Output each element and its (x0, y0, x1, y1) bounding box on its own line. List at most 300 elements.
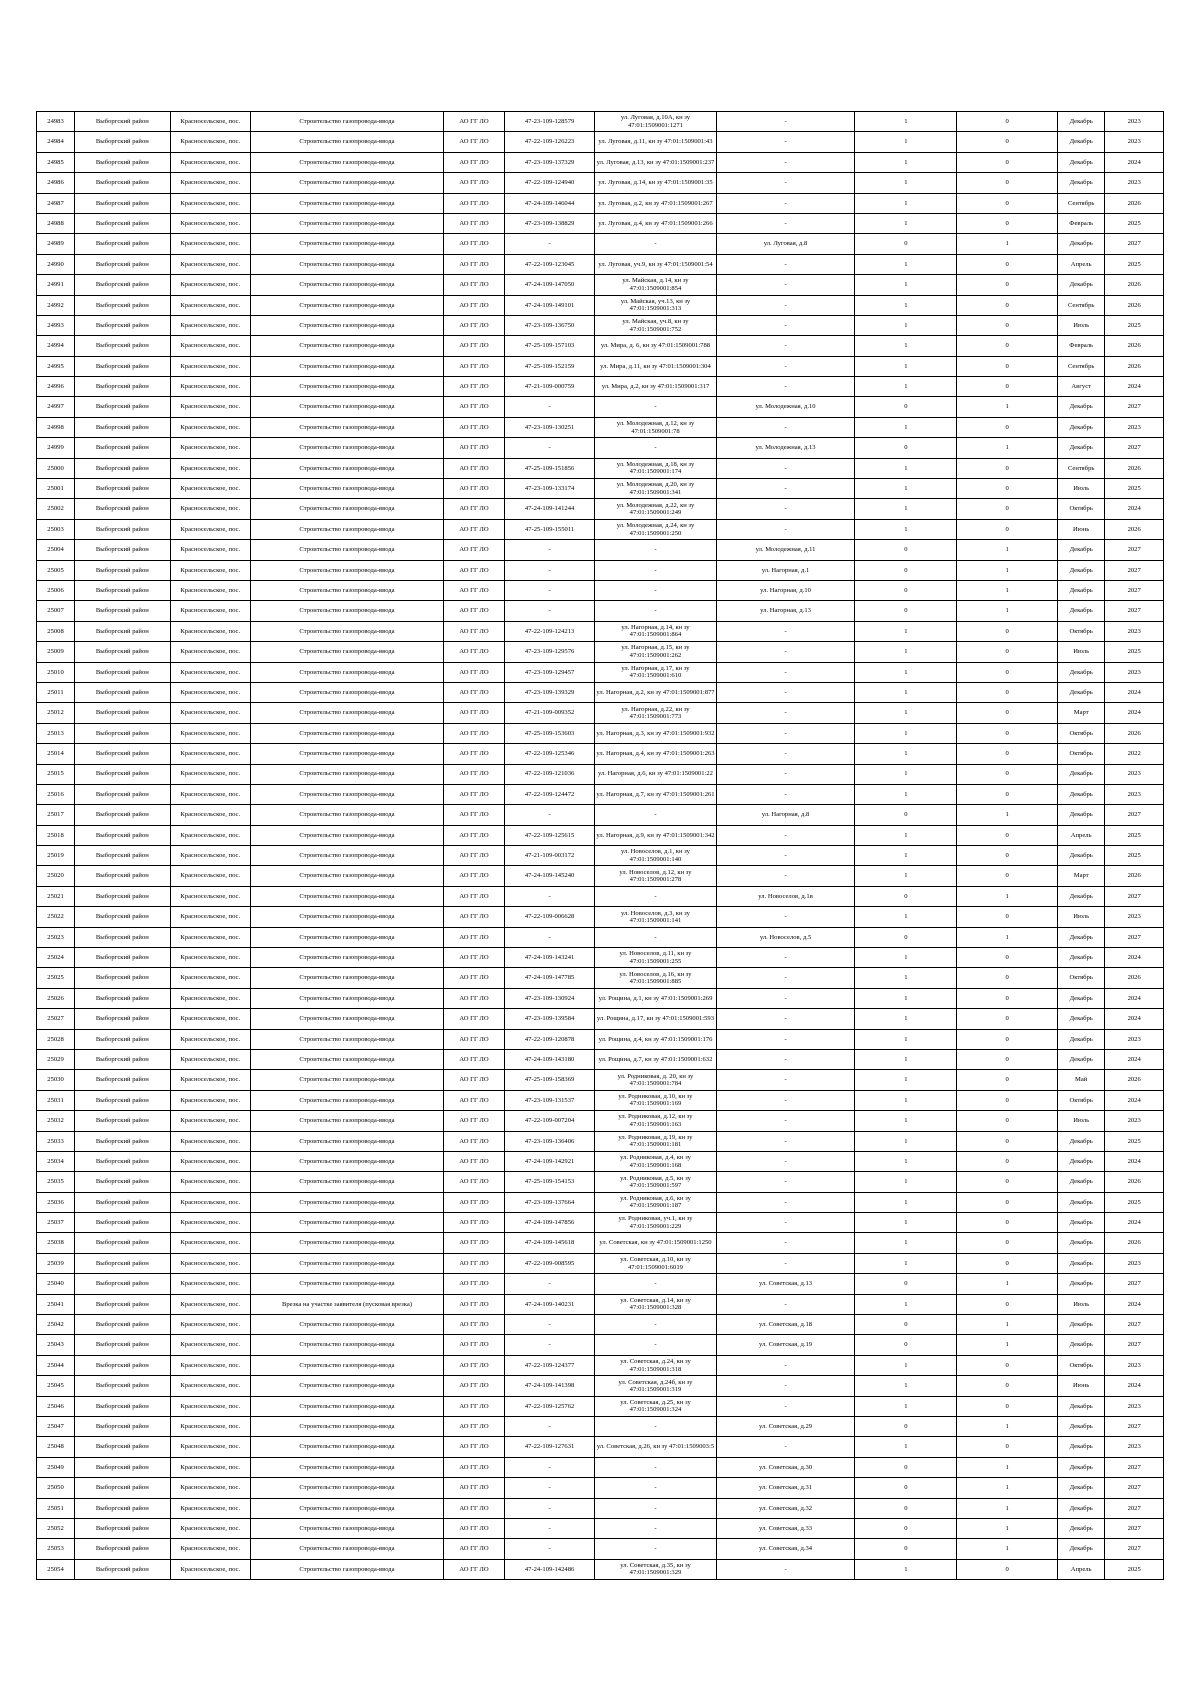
month-cell: Декабрь (1058, 1192, 1105, 1212)
settlement-cell: Красносельское, пос. (170, 825, 250, 845)
table-row (37, 560, 1164, 580)
work-type-cell: Строительство газопровода-ввода (250, 417, 443, 437)
table-row (37, 193, 1164, 213)
row-number: 24998 (37, 417, 75, 437)
district-cell: Выборгский район (75, 295, 171, 315)
count-a-cell: 1 (855, 1559, 957, 1579)
count-b-cell: 1 (957, 1518, 1058, 1538)
organization-cell: АО ГГ ЛО (444, 1315, 505, 1335)
planned-address-cell: - (716, 1376, 855, 1396)
application-number-cell: - (504, 1478, 594, 1498)
count-b-cell: 0 (957, 1111, 1058, 1131)
address-cadastral-cell: ул. Советская, д.24, кн зу 47:01:1509001:318 (595, 1355, 716, 1375)
count-a-cell: 0 (855, 601, 957, 621)
planned-address-cell: - (716, 1192, 855, 1212)
count-a-cell: 0 (855, 805, 957, 825)
planned-address-cell: ул. Нагорная, д.13 (716, 601, 855, 621)
planned-address-cell: - (716, 519, 855, 539)
settlement-cell: Красносельское, пос. (170, 1172, 250, 1192)
settlement-cell: Красносельское, пос. (170, 1192, 250, 1212)
count-b-cell: 1 (957, 886, 1058, 906)
row-number: 24999 (37, 438, 75, 458)
table-row (37, 1437, 1164, 1457)
district-cell: Выборгский район (75, 886, 171, 906)
application-number-cell: 47-25-109-154153 (504, 1172, 594, 1192)
year-cell: 2023 (1105, 112, 1164, 132)
year-cell: 2023 (1105, 662, 1164, 682)
count-b-cell: 0 (957, 356, 1058, 376)
address-cadastral-cell: ул. Нагорная, д.9, кн зу 47:01:1509001:342 (595, 825, 716, 845)
count-b-cell: 0 (957, 1192, 1058, 1212)
application-number-cell: 47-22-109-007204 (504, 1111, 594, 1131)
organization-cell: АО ГГ ЛО (444, 152, 505, 172)
month-cell: Июнь (1058, 1376, 1105, 1396)
organization-cell: АО ГГ ЛО (444, 1417, 505, 1437)
application-number-cell: - (504, 1498, 594, 1518)
count-a-cell: 1 (855, 275, 957, 295)
address-cadastral-cell: ул. Молодежная, д.20, кн зу 47:01:1509001:341 (595, 479, 716, 499)
address-cadastral-cell: - (595, 397, 716, 417)
month-cell: Июль (1058, 315, 1105, 335)
application-number-cell: - (504, 927, 594, 947)
district-cell: Выборгский район (75, 1376, 171, 1396)
application-number-cell: 47-22-109-008595 (504, 1253, 594, 1273)
table-row (37, 417, 1164, 437)
count-b-cell: 1 (957, 1457, 1058, 1477)
planned-address-cell: - (716, 295, 855, 315)
address-cadastral-cell: ул. Родниковая, д.5, кн зу 47:01:1509001:597 (595, 1172, 716, 1192)
application-number-cell: - (504, 601, 594, 621)
row-number: 25050 (37, 1478, 75, 1498)
row-number: 25025 (37, 968, 75, 988)
count-a-cell: 1 (855, 132, 957, 152)
work-type-cell: Строительство газопровода-ввода (250, 1029, 443, 1049)
count-b-cell: 0 (957, 866, 1058, 886)
row-number: 25045 (37, 1376, 75, 1396)
address-cadastral-cell: - (595, 1498, 716, 1518)
count-a-cell: 1 (855, 1111, 957, 1131)
count-b-cell: 1 (957, 580, 1058, 600)
month-cell: Февраль (1058, 213, 1105, 233)
year-cell: 2023 (1105, 1111, 1164, 1131)
year-cell: 2027 (1105, 1315, 1164, 1335)
row-number: 25007 (37, 601, 75, 621)
organization-cell: АО ГГ ЛО (444, 1274, 505, 1294)
application-number-cell: 47-23-109-137329 (504, 152, 594, 172)
count-a-cell: 0 (855, 1498, 957, 1518)
year-cell: 2024 (1105, 1090, 1164, 1110)
work-type-cell: Строительство газопровода-ввода (250, 132, 443, 152)
settlement-cell: Красносельское, пос. (170, 744, 250, 764)
month-cell: Сентябрь (1058, 356, 1105, 376)
settlement-cell: Красносельское, пос. (170, 784, 250, 804)
district-cell: Выборгский район (75, 173, 171, 193)
table-row (37, 254, 1164, 274)
address-cadastral-cell: - (595, 438, 716, 458)
settlement-cell: Красносельское, пос. (170, 1009, 250, 1029)
year-cell: 2025 (1105, 1559, 1164, 1579)
organization-cell: АО ГГ ЛО (444, 132, 505, 152)
application-number-cell: 47-24-109-147785 (504, 968, 594, 988)
month-cell: Декабрь (1058, 682, 1105, 702)
application-number-cell: - (504, 1457, 594, 1477)
count-a-cell: 0 (855, 234, 957, 254)
organization-cell: АО ГГ ЛО (444, 1518, 505, 1538)
month-cell: Декабрь (1058, 1539, 1105, 1559)
application-number-cell: - (504, 1518, 594, 1538)
address-cadastral-cell: - (595, 927, 716, 947)
settlement-cell: Красносельское, пос. (170, 1070, 250, 1090)
work-type-cell: Врезка на участке заявителя (пусковая врезка) (250, 1294, 443, 1314)
count-a-cell: 0 (855, 1274, 957, 1294)
organization-cell: АО ГГ ЛО (444, 621, 505, 641)
year-cell: 2023 (1105, 173, 1164, 193)
row-number: 25043 (37, 1335, 75, 1355)
settlement-cell: Красносельское, пос. (170, 234, 250, 254)
count-b-cell: 0 (957, 846, 1058, 866)
month-cell: Декабрь (1058, 662, 1105, 682)
work-type-cell: Строительство газопровода-ввода (250, 1376, 443, 1396)
count-a-cell: 0 (855, 1335, 957, 1355)
planned-address-cell: - (716, 1213, 855, 1233)
month-cell: Июль (1058, 479, 1105, 499)
district-cell: Выборгский район (75, 1335, 171, 1355)
address-cadastral-cell: ул. Нагорная, д.14, кн зу 47:01:1509001:864 (595, 621, 716, 641)
application-number-cell: - (504, 1417, 594, 1437)
count-a-cell: 0 (855, 397, 957, 417)
planned-address-cell: - (716, 723, 855, 743)
application-number-cell: 47-23-109-129457 (504, 662, 594, 682)
row-number: 25031 (37, 1090, 75, 1110)
settlement-cell: Красносельское, пос. (170, 1355, 250, 1375)
work-type-cell: Строительство газопровода-ввода (250, 1253, 443, 1273)
count-a-cell: 1 (855, 642, 957, 662)
count-a-cell: 1 (855, 193, 957, 213)
count-a-cell: 1 (855, 1396, 957, 1416)
district-cell: Выборгский район (75, 193, 171, 213)
count-b-cell: 1 (957, 1335, 1058, 1355)
address-cadastral-cell: ул. Нагорная, д.4, кн зу 47:01:1509001:263 (595, 744, 716, 764)
district-cell: Выборгский район (75, 1111, 171, 1131)
work-type-cell: Строительство газопровода-ввода (250, 356, 443, 376)
row-number: 25024 (37, 948, 75, 968)
row-number: 25046 (37, 1396, 75, 1416)
row-number: 25052 (37, 1518, 75, 1538)
settlement-cell: Красносельское, пос. (170, 1294, 250, 1314)
year-cell: 2026 (1105, 968, 1164, 988)
organization-cell: АО ГГ ЛО (444, 479, 505, 499)
work-type-cell: Строительство газопровода-ввода (250, 213, 443, 233)
table-row (37, 927, 1164, 947)
organization-cell: АО ГГ ЛО (444, 1376, 505, 1396)
address-cadastral-cell: ул. Советская, д.35, кн зу 47:01:1509001:329 (595, 1559, 716, 1579)
application-number-cell: 47-23-109-130924 (504, 988, 594, 1008)
application-number-cell: 47-22-109-124472 (504, 784, 594, 804)
count-a-cell: 1 (855, 1029, 957, 1049)
district-cell: Выборгский район (75, 764, 171, 784)
row-number: 25035 (37, 1172, 75, 1192)
month-cell: Декабрь (1058, 580, 1105, 600)
work-type-cell: Строительство газопровода-ввода (250, 846, 443, 866)
district-cell: Выборгский район (75, 1457, 171, 1477)
table-row (37, 805, 1164, 825)
settlement-cell: Красносельское, пос. (170, 662, 250, 682)
address-cadastral-cell: ул. Родниковая, д.12, кн зу 47:01:1509001:163 (595, 1111, 716, 1131)
settlement-cell: Красносельское, пос. (170, 397, 250, 417)
month-cell: Сентябрь (1058, 295, 1105, 315)
district-cell: Выборгский район (75, 1192, 171, 1212)
table-row (37, 1498, 1164, 1518)
row-number: 24991 (37, 275, 75, 295)
count-b-cell: 0 (957, 213, 1058, 233)
application-number-cell: - (504, 397, 594, 417)
settlement-cell: Красносельское, пос. (170, 1437, 250, 1457)
planned-address-cell: ул. Нагорная, д.8 (716, 805, 855, 825)
row-number: 24992 (37, 295, 75, 315)
address-cadastral-cell: - (595, 1315, 716, 1335)
table-row (37, 1253, 1164, 1273)
address-cadastral-cell: ул. Мира, д. 6, кн зу 47:01:1509001:788 (595, 336, 716, 356)
work-type-cell: Строительство газопровода-ввода (250, 560, 443, 580)
work-type-cell: Строительство газопровода-ввода (250, 1274, 443, 1294)
planned-address-cell: ул. Молодежная, д.11 (716, 540, 855, 560)
table-row (37, 336, 1164, 356)
count-a-cell: 1 (855, 662, 957, 682)
address-cadastral-cell: ул. Новоселов, д.11, кн зу 47:01:1509001:255 (595, 948, 716, 968)
work-type-cell: Строительство газопровода-ввода (250, 1539, 443, 1559)
district-cell: Выборгский район (75, 1172, 171, 1192)
row-number: 25003 (37, 519, 75, 539)
work-type-cell: Строительство газопровода-ввода (250, 254, 443, 274)
settlement-cell: Красносельское, пос. (170, 1274, 250, 1294)
settlement-cell: Красносельское, пос. (170, 1457, 250, 1477)
settlement-cell: Красносельское, пос. (170, 458, 250, 478)
district-cell: Выборгский район (75, 540, 171, 560)
planned-address-cell: - (716, 825, 855, 845)
table-row (37, 1457, 1164, 1477)
work-type-cell: Строительство газопровода-ввода (250, 1233, 443, 1253)
month-cell: Декабрь (1058, 1131, 1105, 1151)
year-cell: 2027 (1105, 1417, 1164, 1437)
address-cadastral-cell: ул. Новоселов, д.12, кн зу 47:01:1509001:278 (595, 866, 716, 886)
address-cadastral-cell: ул. Мира, д.2, кн зу 47:01:1509001:317 (595, 377, 716, 397)
year-cell: 2023 (1105, 1355, 1164, 1375)
work-type-cell: Строительство газопровода-ввода (250, 152, 443, 172)
year-cell: 2024 (1105, 1213, 1164, 1233)
address-cadastral-cell: ул. Рощина, д.7, кн зу 47:01:1509001:632 (595, 1049, 716, 1069)
application-number-cell: 47-22-109-123045 (504, 254, 594, 274)
year-cell: 2023 (1105, 417, 1164, 437)
address-cadastral-cell: ул. Родниковая, д.6, кн зу 47:01:1509001:187 (595, 1192, 716, 1212)
table-row (37, 703, 1164, 723)
application-number-cell: 47-22-109-127631 (504, 1437, 594, 1457)
work-type-cell: Строительство газопровода-ввода (250, 458, 443, 478)
row-number: 24986 (37, 173, 75, 193)
count-a-cell: 1 (855, 1131, 957, 1151)
district-cell: Выборгский район (75, 152, 171, 172)
month-cell: Декабрь (1058, 132, 1105, 152)
month-cell: Октябрь (1058, 744, 1105, 764)
work-type-cell: Строительство газопровода-ввода (250, 1131, 443, 1151)
month-cell: Июль (1058, 1111, 1105, 1131)
address-cadastral-cell: ул. Родниковая, уч.1, кн зу 47:01:1509001:229 (595, 1213, 716, 1233)
month-cell: Декабрь (1058, 988, 1105, 1008)
planned-address-cell: ул. Советская, д.29 (716, 1417, 855, 1437)
year-cell: 2024 (1105, 152, 1164, 172)
table-row (37, 1111, 1164, 1131)
district-cell: Выборгский район (75, 744, 171, 764)
planned-address-cell: - (716, 1070, 855, 1090)
table-row (37, 907, 1164, 927)
work-type-cell: Строительство газопровода-ввода (250, 438, 443, 458)
table-row (37, 356, 1164, 376)
count-a-cell: 1 (855, 1090, 957, 1110)
table-row (37, 1070, 1164, 1090)
organization-cell: АО ГГ ЛО (444, 438, 505, 458)
year-cell: 2024 (1105, 499, 1164, 519)
count-b-cell: 1 (957, 1274, 1058, 1294)
count-b-cell: 1 (957, 1478, 1058, 1498)
organization-cell: АО ГГ ЛО (444, 254, 505, 274)
table-row (37, 723, 1164, 743)
organization-cell: АО ГГ ЛО (444, 1355, 505, 1375)
table-row (37, 1396, 1164, 1416)
table-row (37, 601, 1164, 621)
application-number-cell: 47-23-109-133174 (504, 479, 594, 499)
row-number: 25017 (37, 805, 75, 825)
work-type-cell: Строительство газопровода-ввода (250, 336, 443, 356)
row-number: 25034 (37, 1151, 75, 1171)
organization-cell: АО ГГ ЛО (444, 1253, 505, 1273)
settlement-cell: Красносельское, пос. (170, 642, 250, 662)
count-a-cell: 1 (855, 336, 957, 356)
work-type-cell: Строительство газопровода-ввода (250, 642, 443, 662)
count-b-cell: 1 (957, 927, 1058, 947)
address-cadastral-cell: ул. Рощина, д.1, кн зу 47:01:1509001:269 (595, 988, 716, 1008)
settlement-cell: Красносельское, пос. (170, 1151, 250, 1171)
row-number: 24995 (37, 356, 75, 376)
month-cell: Декабрь (1058, 1478, 1105, 1498)
planned-address-cell: - (716, 988, 855, 1008)
district-cell: Выборгский район (75, 642, 171, 662)
row-number: 24990 (37, 254, 75, 274)
organization-cell: АО ГГ ЛО (444, 519, 505, 539)
year-cell: 2025 (1105, 213, 1164, 233)
work-type-cell: Строительство газопровода-ввода (250, 1049, 443, 1069)
planned-address-cell: - (716, 1151, 855, 1171)
application-number-cell: 47-22-109-124940 (504, 173, 594, 193)
work-type-cell: Строительство газопровода-ввода (250, 1457, 443, 1477)
work-type-cell: Строительство газопровода-ввода (250, 1172, 443, 1192)
row-number: 24987 (37, 193, 75, 213)
settlement-cell: Красносельское, пос. (170, 315, 250, 335)
month-cell: Декабрь (1058, 560, 1105, 580)
count-b-cell: 0 (957, 988, 1058, 1008)
district-cell: Выборгский район (75, 907, 171, 927)
work-type-cell: Строительство газопровода-ввода (250, 1559, 443, 1579)
year-cell: 2027 (1105, 1498, 1164, 1518)
settlement-cell: Красносельское, пос. (170, 1417, 250, 1437)
table-row (37, 479, 1164, 499)
address-cadastral-cell: ул. Молодежная, д.18, кн зу 47:01:1509001:174 (595, 458, 716, 478)
table-row (37, 866, 1164, 886)
row-number: 25011 (37, 682, 75, 702)
month-cell: Декабрь (1058, 540, 1105, 560)
planned-address-cell: ул. Луговая, д.8 (716, 234, 855, 254)
month-cell: Март (1058, 703, 1105, 723)
table-row (37, 295, 1164, 315)
row-number: 24983 (37, 112, 75, 132)
month-cell: Декабрь (1058, 1253, 1105, 1273)
count-b-cell: 0 (957, 1213, 1058, 1233)
address-cadastral-cell: ул. Нагорная, д.6, кн зу 47:01:1509001:22 (595, 764, 716, 784)
count-a-cell: 0 (855, 438, 957, 458)
planned-address-cell: ул. Новоселов, д.5 (716, 927, 855, 947)
district-cell: Выборгский район (75, 662, 171, 682)
year-cell: 2026 (1105, 1172, 1164, 1192)
work-type-cell: Строительство газопровода-ввода (250, 234, 443, 254)
count-a-cell: 1 (855, 1172, 957, 1192)
count-b-cell: 0 (957, 1151, 1058, 1171)
district-cell: Выборгский район (75, 1233, 171, 1253)
month-cell: Декабрь (1058, 1049, 1105, 1069)
work-type-cell: Строительство газопровода-ввода (250, 1090, 443, 1110)
table-row (37, 1049, 1164, 1069)
count-b-cell: 0 (957, 336, 1058, 356)
address-cadastral-cell: ул. Молодежная, д.22, кн зу 47:01:1509001:249 (595, 499, 716, 519)
organization-cell: АО ГГ ЛО (444, 1131, 505, 1151)
work-type-cell: Строительство газопровода-ввода (250, 703, 443, 723)
row-number: 25019 (37, 846, 75, 866)
count-a-cell: 1 (855, 1233, 957, 1253)
settlement-cell: Красносельское, пос. (170, 213, 250, 233)
count-b-cell: 0 (957, 519, 1058, 539)
count-b-cell: 0 (957, 458, 1058, 478)
table-row (37, 1009, 1164, 1029)
count-a-cell: 1 (855, 866, 957, 886)
year-cell: 2025 (1105, 315, 1164, 335)
planned-address-cell: - (716, 1172, 855, 1192)
district-cell: Выборгский район (75, 927, 171, 947)
organization-cell: АО ГГ ЛО (444, 397, 505, 417)
organization-cell: АО ГГ ЛО (444, 825, 505, 845)
work-type-cell: Строительство газопровода-ввода (250, 1070, 443, 1090)
district-cell: Выборгский район (75, 275, 171, 295)
district-cell: Выборгский район (75, 1559, 171, 1579)
table-row (37, 1559, 1164, 1579)
district-cell: Выборгский район (75, 336, 171, 356)
count-b-cell: 0 (957, 377, 1058, 397)
settlement-cell: Красносельское, пос. (170, 927, 250, 947)
row-number: 25029 (37, 1049, 75, 1069)
year-cell: 2023 (1105, 1437, 1164, 1457)
district-cell: Выборгский район (75, 1131, 171, 1151)
district-cell: Выборгский район (75, 1029, 171, 1049)
month-cell: Сентябрь (1058, 458, 1105, 478)
table-row (37, 621, 1164, 641)
application-number-cell: - (504, 438, 594, 458)
organization-cell: АО ГГ ЛО (444, 1294, 505, 1314)
district-cell: Выборгский район (75, 458, 171, 478)
planned-address-cell: - (716, 1294, 855, 1314)
count-a-cell: 1 (855, 213, 957, 233)
year-cell: 2023 (1105, 764, 1164, 784)
count-a-cell: 1 (855, 295, 957, 315)
district-cell: Выборгский район (75, 254, 171, 274)
count-b-cell: 0 (957, 193, 1058, 213)
count-b-cell: 1 (957, 234, 1058, 254)
year-cell: 2026 (1105, 336, 1164, 356)
